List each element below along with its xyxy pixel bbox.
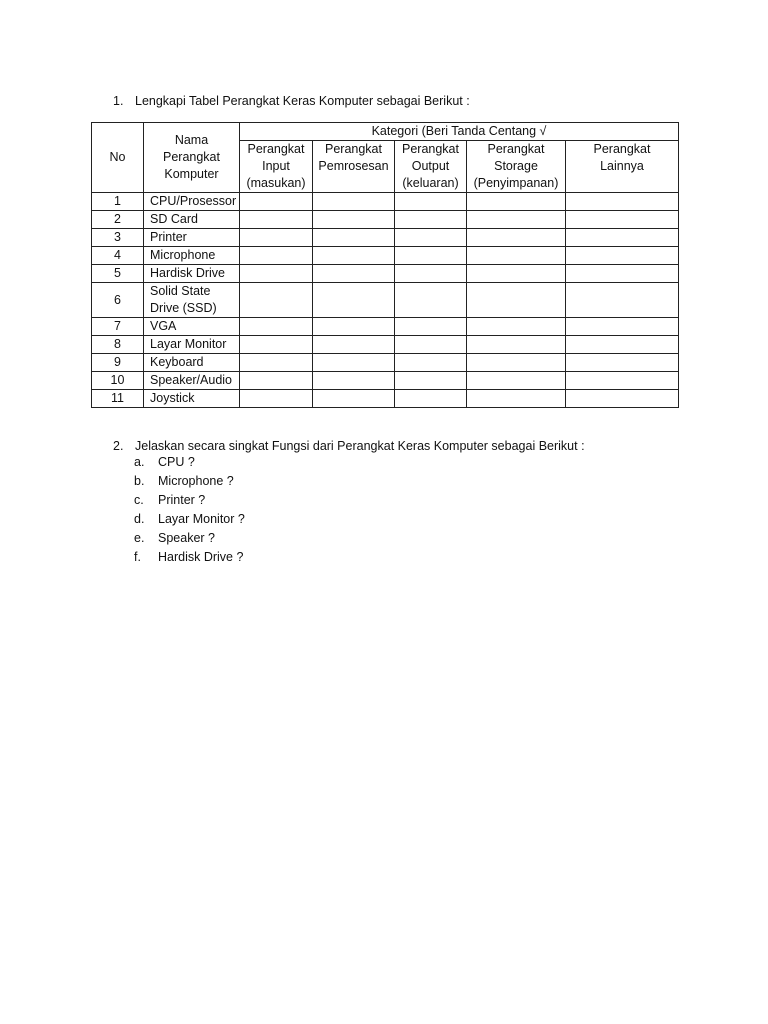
row-no: 6	[92, 283, 144, 318]
check-cell-other[interactable]	[566, 193, 679, 211]
header-category-processing	[313, 141, 395, 193]
check-cell-storage[interactable]	[467, 193, 566, 211]
check-cell-input[interactable]	[240, 211, 313, 229]
row-device-name: Layar Monitor	[144, 336, 240, 354]
check-cell-other[interactable]	[566, 229, 679, 247]
table-row	[92, 265, 679, 283]
header-category-line: Perangkat	[402, 142, 459, 156]
check-cell-other[interactable]	[566, 247, 679, 265]
check-cell-processing[interactable]	[313, 318, 395, 336]
check-cell-other[interactable]	[566, 283, 679, 318]
check-cell-processing[interactable]	[313, 211, 395, 229]
check-cell-storage[interactable]	[467, 283, 566, 318]
check-cell-output[interactable]	[395, 354, 467, 372]
header-category-other	[566, 141, 679, 193]
row-device-name	[144, 283, 240, 318]
row-device-name: Speaker/Audio	[144, 372, 240, 390]
check-cell-input[interactable]	[240, 336, 313, 354]
question-2-text: Jelaskan secara singkat Fungsi dari Perangkat Keras Komputer sebagai Berikut :	[135, 439, 585, 453]
check-cell-output[interactable]	[395, 372, 467, 390]
header-category-line: (keluaran)	[402, 176, 459, 190]
header-category-input	[240, 141, 313, 193]
table-row	[92, 354, 679, 372]
row-device-name: Joystick	[144, 390, 240, 408]
row-device-name: CPU/Prosessor	[144, 193, 240, 211]
header-category-line: Input	[262, 159, 290, 173]
list-item	[134, 548, 585, 567]
header-category-line: (Penyimpanan)	[473, 176, 559, 190]
check-cell-other[interactable]	[566, 372, 679, 390]
header-category-line: Output	[411, 159, 450, 173]
check-cell-other[interactable]	[566, 211, 679, 229]
check-cell-processing[interactable]	[313, 229, 395, 247]
list-item-text: Speaker ?	[158, 531, 215, 545]
check-cell-storage[interactable]	[467, 372, 566, 390]
header-name-line: Komputer	[164, 167, 219, 181]
table-row	[92, 336, 679, 354]
list-item-letter: b.	[134, 474, 145, 488]
check-cell-output[interactable]	[395, 336, 467, 354]
check-cell-other[interactable]	[566, 390, 679, 408]
row-device-name-line: Solid State	[150, 284, 211, 298]
check-cell-output[interactable]	[395, 318, 467, 336]
header-category-storage	[467, 141, 566, 193]
list-item-letter: e.	[134, 531, 145, 545]
row-no: 3	[92, 229, 144, 247]
list-item-text: CPU ?	[158, 455, 195, 469]
row-no: 1	[92, 193, 144, 211]
question-1	[113, 94, 470, 108]
question-2-number: 2.	[113, 439, 124, 453]
row-no: 2	[92, 211, 144, 229]
list-item	[134, 510, 585, 529]
check-cell-processing[interactable]	[313, 193, 395, 211]
table-row	[92, 211, 679, 229]
row-no: 11	[92, 390, 144, 408]
check-cell-storage[interactable]	[467, 336, 566, 354]
list-item	[134, 453, 585, 472]
row-no: 8	[92, 336, 144, 354]
row-device-name: VGA	[144, 318, 240, 336]
check-cell-other[interactable]	[566, 318, 679, 336]
row-no: 7	[92, 318, 144, 336]
row-no: 5	[92, 265, 144, 283]
table-row	[92, 229, 679, 247]
check-cell-output[interactable]	[395, 211, 467, 229]
check-cell-output[interactable]	[395, 229, 467, 247]
table-row	[92, 318, 679, 336]
list-item	[134, 472, 585, 491]
row-device-name: SD Card	[144, 211, 240, 229]
list-item	[134, 529, 585, 548]
list-item-letter: d.	[134, 512, 145, 526]
row-device-name: Hardisk Drive	[144, 265, 240, 283]
question-1-number: 1.	[113, 94, 124, 108]
table-row	[92, 193, 679, 211]
list-item-letter: f.	[134, 550, 141, 564]
list-item-text: Printer ?	[158, 493, 206, 507]
row-no: 10	[92, 372, 144, 390]
check-cell-processing[interactable]	[313, 354, 395, 372]
list-item-text: Microphone ?	[158, 474, 234, 488]
header-name-line: Perangkat	[163, 150, 220, 164]
check-cell-storage[interactable]	[467, 318, 566, 336]
check-cell-storage[interactable]	[467, 390, 566, 408]
check-cell-other[interactable]	[566, 336, 679, 354]
check-cell-input[interactable]	[240, 390, 313, 408]
check-cell-output[interactable]	[395, 265, 467, 283]
row-device-name: Printer	[144, 229, 240, 247]
header-category-line: Perangkat	[593, 142, 651, 156]
check-cell-storage[interactable]	[467, 265, 566, 283]
header-category-line: (masukan)	[246, 176, 306, 190]
check-cell-processing[interactable]	[313, 247, 395, 265]
check-cell-other[interactable]	[566, 354, 679, 372]
header-category-output	[395, 141, 467, 193]
check-cell-input[interactable]	[240, 229, 313, 247]
check-cell-input[interactable]	[240, 354, 313, 372]
header-category-line: Storage	[494, 159, 538, 173]
check-cell-input[interactable]	[240, 283, 313, 318]
check-cell-output[interactable]	[395, 390, 467, 408]
question-2-list	[113, 453, 585, 567]
table-row	[92, 283, 679, 318]
question-1-text: Lengkapi Tabel Perangkat Keras Komputer sebagai Berikut :	[135, 94, 470, 108]
check-cell-output[interactable]	[395, 193, 467, 211]
check-cell-storage[interactable]	[467, 229, 566, 247]
hardware-table	[91, 122, 679, 408]
row-no: 4	[92, 247, 144, 265]
check-cell-storage[interactable]	[467, 247, 566, 265]
list-item-letter: c.	[134, 493, 144, 507]
check-cell-output[interactable]	[395, 283, 467, 318]
question-2-heading	[113, 439, 585, 453]
check-cell-input[interactable]	[240, 372, 313, 390]
header-kategori: Kategori (Beri Tanda Centang √	[240, 123, 679, 141]
check-cell-processing[interactable]	[313, 336, 395, 354]
check-cell-other[interactable]	[566, 265, 679, 283]
table-row	[92, 247, 679, 265]
header-no: No	[92, 123, 144, 193]
check-cell-storage[interactable]	[467, 211, 566, 229]
row-device-name-line: Drive (SSD)	[150, 301, 217, 315]
list-item-letter: a.	[134, 455, 145, 469]
header-category-line: Pemrosesan	[318, 159, 389, 173]
header-name-line: Nama	[174, 133, 209, 147]
header-category-line: Perangkat	[325, 142, 382, 156]
table-row	[92, 372, 679, 390]
question-2	[113, 439, 585, 567]
check-cell-processing[interactable]	[313, 283, 395, 318]
check-cell-output[interactable]	[395, 247, 467, 265]
check-cell-input[interactable]	[240, 265, 313, 283]
check-cell-processing[interactable]	[313, 390, 395, 408]
check-cell-processing[interactable]	[313, 265, 395, 283]
row-device-name: Microphone	[144, 247, 240, 265]
list-item	[134, 491, 585, 510]
check-cell-processing[interactable]	[313, 372, 395, 390]
row-device-name: Keyboard	[144, 354, 240, 372]
check-cell-input[interactable]	[240, 247, 313, 265]
header-category-line: Lainnya	[600, 159, 644, 173]
table-row	[92, 390, 679, 408]
list-item-text: Hardisk Drive ?	[158, 550, 244, 564]
check-cell-storage[interactable]	[467, 354, 566, 372]
header-category-line: Perangkat	[487, 142, 545, 156]
header-name	[144, 123, 240, 193]
header-category-line: Perangkat	[247, 142, 305, 156]
check-cell-input[interactable]	[240, 193, 313, 211]
list-item-text: Layar Monitor ?	[158, 512, 245, 526]
row-no: 9	[92, 354, 144, 372]
check-cell-input[interactable]	[240, 318, 313, 336]
